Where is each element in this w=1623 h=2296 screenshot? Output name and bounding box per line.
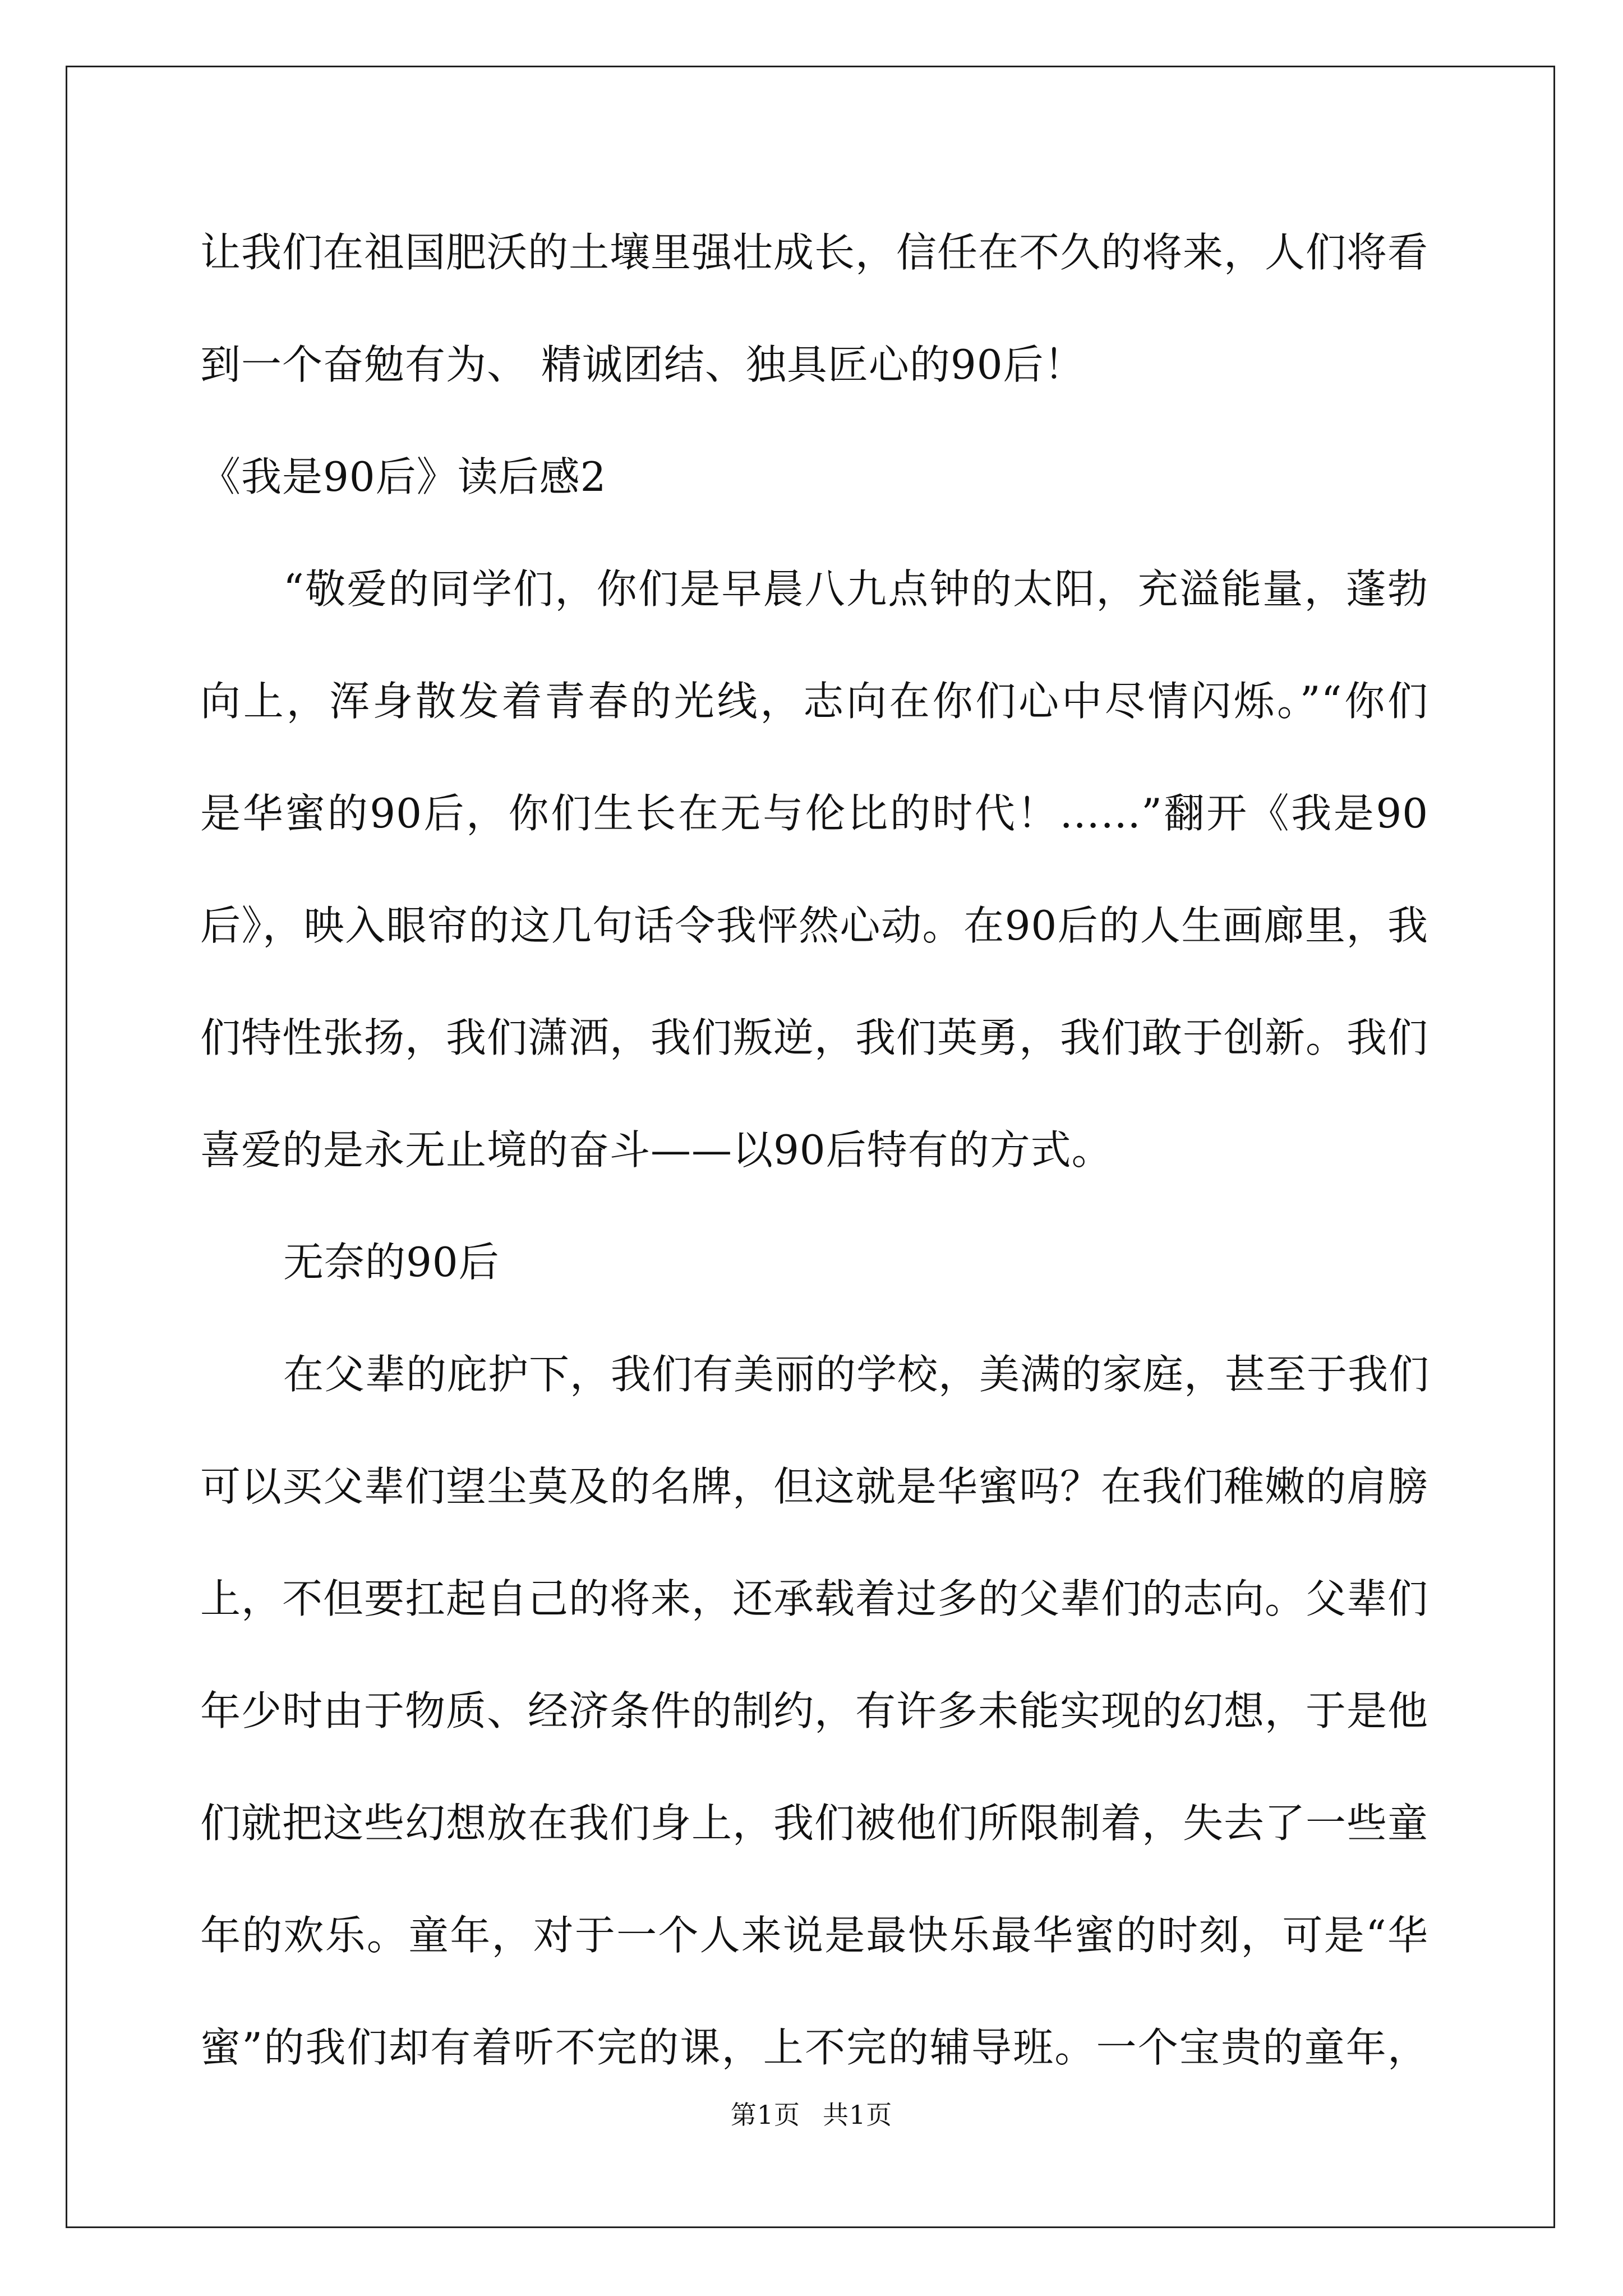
paragraph-line: “敬爱的同学们，你们是早晨八九点钟的太阳，充溢能量，蓬勃 [283,565,1428,613]
page-number: 第1页 [730,2100,800,2130]
paragraph-line: 是华蜜的90后，你们生长在无与伦比的时代！……”翻开《我是90 [200,790,1428,837]
paragraph-line: 让我们在祖国肥沃的土壤里强壮成长，信任在不久的将来，人们将看 [200,229,1429,276]
page-total: 共1页 [823,2100,893,2130]
paragraph-line: 年的欢乐。童年，对于一个人来说是最快乐最华蜜的时刻，可是“华 [200,1912,1428,1959]
paragraph-line: 们特性张扬，我们潇洒，我们叛逆，我们英勇，我们敢于创新。我们 [200,1014,1429,1061]
paragraph-line: 蜜”的我们却有着听不完的课，上不完的辅导班。一个宝贵的童年， [200,2024,1428,2071]
paragraph-line: 年少时由于物质、经济条件的制约，有许多未能实现的幻想，于是他 [200,1687,1429,1734]
paragraph-line: 们就把这些幻想放在我们身上，我们被他们所限制着，失去了一些童 [200,1800,1429,1847]
paragraph-line: 上，不但要扛起自己的将来，还承载着过多的父辈们的志向。父辈们 [200,1575,1429,1622]
paragraph-line: 可以买父辈们望尘莫及的名牌，但这就是华蜜吗？在我们稚嫩的肩膀 [200,1463,1429,1510]
paragraph-line: 后》，映入眼帘的这几句话令我怦然心动。在90后的人生画廊里，我 [200,902,1428,949]
section-heading: 《我是90后》读后感2 [200,453,607,500]
paragraph-line: 到一个奋勉有为、 精诚团结、独具匠心的90后！ [200,341,1085,388]
paragraph-line: 喜爱的是永无止境的奋斗——以90后特有的方式。 [200,1126,1113,1174]
paragraph-line: 向上，浑身散发着青春的光线，志向在你们心中尽情闪烁。”“你们 [200,678,1428,725]
document-body [200,208,1428,2115]
page-footer [0,2098,1623,2132]
paragraph-line: 在父辈的庇护下，我们有美丽的学校，美满的家庭，甚至于我们 [283,1351,1430,1398]
subheading: 无奈的90后 [283,1239,500,1286]
